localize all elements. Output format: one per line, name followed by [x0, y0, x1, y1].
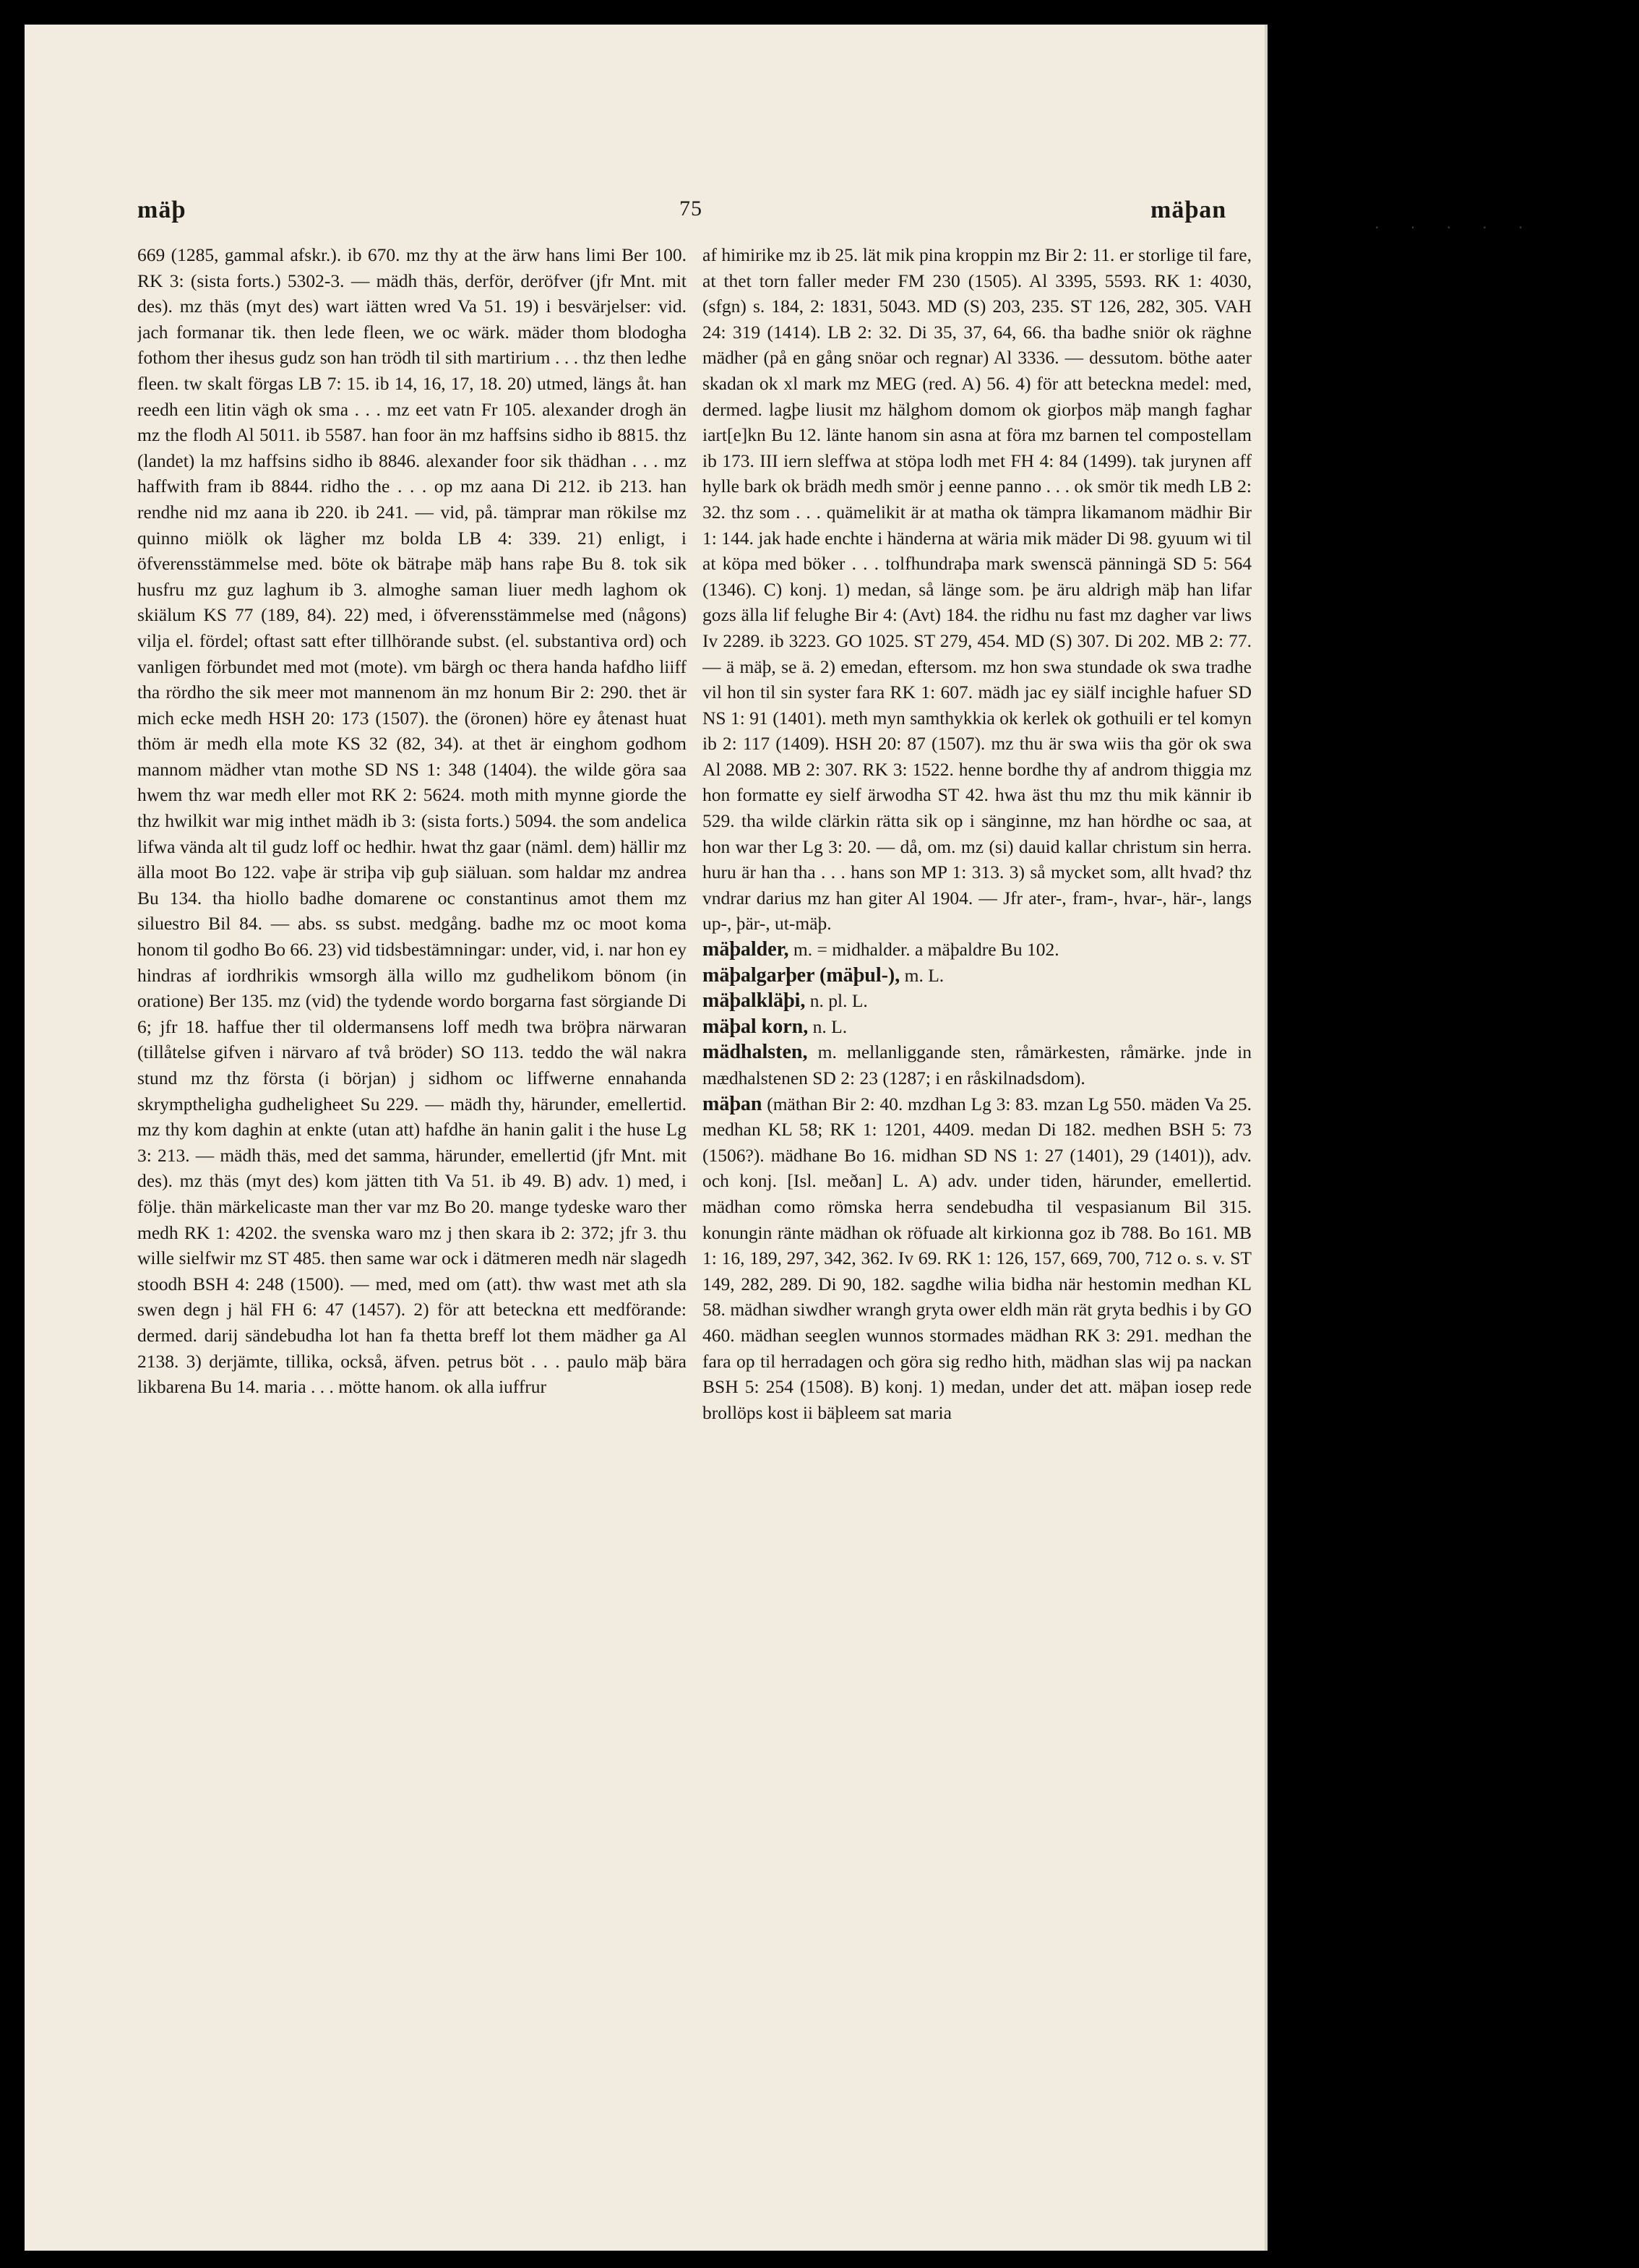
page-number: 75: [679, 197, 702, 220]
entry-text: (mäthan Bir 2: 40. mzdhan Lg 3: 83. mzan Lg 550. mäden Va 25. medhan KL 58; RK 1: 1201, 4409. medan Di 182. medhen BSH 5: 73 (1506?). mädhane Bo 16. midhan SD NS 1: 27 (1401), 29 (1401)), adv. och konj. [Isl. meðan] L. A) adv. under tiden, härunder, emellertid. mädhan como römska herra sendebudha til vespasianum Bil 315. konungin ränte mädhan ok röfuade alt kirkionna goz ib 788. Bo 161. MB 1: 16, 189, 297, 342, 362. Iv 69. RK 1: 126, 157, 669, 700, 712 o. s. v. ST 149, 282, 289. Di 90, 182. sagdhe wilia bidha när hestomin medhan KL 58. mädhan siwdher wrangh gryta ower eldh män rät gryta bedhis i by GO 460. mädhan seeglen wunnos stormades mädhan RK 3: 291. medhan the fara op til herradagen och göra sig redho hith, mädhan slas wij pa nackan BSH 5: 254 (1508). B) konj. 1) medan, under det att. mäþan iosep rede brollöps kost ii bäþleem sat maria: [702, 1093, 1252, 1423]
entry-text: m. mellanliggande sten, råmärkesten, råmärke. jnde in mædhalstenen SD 2: 23 (1287; i en råskilnadsdom).: [702, 1041, 1252, 1088]
entry-text: m. L.: [904, 964, 945, 986]
column-left-text: 669 (1285, gammal afskr.). ib 670. mz thy at the ärw hans limi Ber 100. RK 3: (sista forts.) 5302-3. — mädh thäs, derför, deröfver (jfr Mnt. mit des). mz thäs (myt des) wart iätten wred Va 51. 19) i besvärjelser: vid. jach formanar tik. then lede fleen, we oc wärk. mäder thom blodogha fothom ther ihesus gudz son han trödh til sith martirium . . . thz then ledhe fleen. tw skalt förgas LB 7: 15. ib 14, 16, 17, 18. 20) utmed, längs åt. han reedh een litin vägh ok sma . . . mz eet vatn Fr 105. alexander drogh än mz the flodh Al 5011. ib 5587. han foor än mz haffsins sidho ib 8815. thz (landet) la mz haffsins sidho ib 8846. alexander foor sik thädhan . . . mz haffwith fram ib 8844. ridho the . . . op mz aana Di 212. ib 213. han rendhe nid mz aana ib 220. ib 241. — vid, på. tämprar man rökilse mz quinno miölk ok lägher mz bolda LB 4: 339. 21) enligt, i öfverensstämmelse med. böte ok bätraþe mäþ hans raþe Bu 8. tok sik husfru mz guz laghum ib 3. almoghe saman liuer medh laghom ok skiälum KS 77 (189, 84). 22) med, i öfverensstämmelse med (någons) vilja el. fördel; oftast satt efter tillhörande subst. (el. substantiva ord) och vanligen förbundet med mot (mote). vm bärgh oc thera handa hafdho liiff tha rördho the sik meer mot mannenom än mz honum Bir 2: 290. thet är mich ecke medh HSH 20: 173 (1507). the (öronen) höre ey åtenast huat thöm är medh ella mote KS 32 (82, 34). at thet är einghom godhom mannom mädher vtan mothe SD NS 1: 348 (1404). the wilde göra saa hwem thz war medh eller mot RK 2: 5624. moth mith mynne giorde the thz hwilkit war mig inthet mädh ib 3: (sista forts.) 5094. the som andelica lifwa vända alt til gudz loff oc hedhir. hwat thz gaar (näml. dem) hällir mz älla moot Bo 122. vaþe är striþa viþ guþ siäluan. som haldar mz andrea Bu 134. tha hiollo badhe domarene oc constantinus amot them mz siluestro Bil 84. — abs. ss subst. medgång. badhe mz oc moot koma honom til godho Bo 66. 23) vid tidsbestämningar: under, vid, i. nar hon ey hindras af iordhrikis wmsorgh älla willo mz gudhelikom bönom (in oratione) Ber 135. mz (vid) the tydende wordo borgarna fast sörgiande Di 6; jfr 18. haffue ther til oldermansens loff medh twa bröþra närwaran (tillåtelse gifven i närvaro af två bröder) SO 113. teddo the wäl nakra stund mz thz första (i början) j sidhom oc liffwerne ennahanda skrymptheligha gudheligheet Su 229. — mädh thy, härunder, emellertid. mz thy kom daghin at enkte (utan att) hafdhe än hanin galit i the huse Lg 3: 213. — mädh thäs, med det samma, härunder, emellertid (jfr Mnt. mit des). mz thäs (myt des) kom jätten tith Va 51. ib 49. B) adv. 1) med, i följe. thän märkelicaste man ther var mz Bo 20. mange tydeske waro ther medh RK 1: 4202. the svenska waro mz j then skara ib 2: 372; jfr 3. thu wille sielfwir mz ST 485. then same war ock i dätmeren medh när slagedh stoodh BSH 4: 248 (1500). — med, med om (att). thw wast met ath sla swen degn j häl FH 6: 47 (1457). 2) för att beteckna ett medförande: dermed. darij sändebudha lot han fa thetta breff lot them mädher ga Al 2138. 3) derjämte, tillika, också, äfven. petrus böt . . . paulo mäþ bära likbarena Bu 14. maria . . . mötte hanom. ok alla iuffrur: [137, 244, 687, 1398]
headword: mäþalgarþer (mäþul-),: [702, 963, 900, 987]
entry: [702, 1091, 1252, 1426]
entry-text: n. L.: [812, 1015, 848, 1037]
entry-text: n. pl. L.: [809, 990, 868, 1012]
headword: mäþal korn,: [702, 1015, 809, 1038]
headword: mäþan: [702, 1092, 762, 1115]
entry-text: m. = midhalder. a mäþaldre Bu 102.: [793, 939, 1059, 961]
entry: [702, 1014, 1252, 1040]
entry: [702, 963, 1252, 989]
entry: [702, 937, 1252, 963]
headword: mäþalkläþi,: [702, 989, 806, 1013]
column-left: [137, 242, 687, 1977]
running-head-right: mäþan: [1150, 197, 1227, 223]
entry: [702, 1039, 1252, 1091]
column-right-text: af himirike mz ib 25. lät mik pina kroppin mz Bir 2: 11. er storlige til fare, at thet torn faller meder FM 230 (1505). Al 3395, 5593. RK 1: 4030, (sfgn) s. 184, 2: 1831, 5043. MD (S) 203, 235. ST 126, 282, 305. VAH 24: 319 (1414). LB 2: 32. Di 35, 37, 64, 66. tha badhe sniör ok räghne mädher (på en gång snöar och regnar) Al 3336. — dessutom. böthe aater skadan ok xl mark mz MEG (red. A) 56. 4) för att beteckna medel: med, dermed. lagþe liusit mz hälghom domom ok giorþos mäþ mangh faghar iart[e]kn Bu 12. länte hanom sin asna at föra mz barnen tel compostellam ib 173. III iern sleffwa at stöpa lodh met FH 4: 84 (1499). tak jurynen aff hylle bark ok brädh medh smör j eenne panno . . . ok smör tik medh LB 2: 32. thz som . . . quämelikit är at matha ok tämpra likamanom mädhir Bir 1: 144. jak hade enchte i händerna at wäria mik mäder Di 98. gyuum wi til at köpa med böker . . . tolfhundraþa mark swenscä pänningä SD 5: 564 (1346). C) konj. 1) medan, så länge som. þe äru aldrigh mäþ han lifar gozs älla lif felughe Bir 4: (Avt) 184. the ridhu nu fast mz dagher var liws Iv 2289. ib 3223. GO 1025. ST 279, 454. MD (S) 307. Di 202. MB 2: 77. — ä mäþ, se ä. 2) emedan, eftersom. mz hon swa stundade ok swa tradhe vil hon til sin syster fara RK 1: 607. mädh jac ey siälf incighle hafuer SD NS 1: 91 (1401). meth myn samthykkia ok kerlek ok gothuili er tel komyn ib 2: 117 (1409). HSH 20: 87 (1507). mz thu är swa wiis tha gör ok swa Al 2088. MB 2: 307. RK 3: 1522. henne bordhe thy af androm thiggia mz hon formatte ey sielf ärwodha ST 42. hwa äst thu mz thu mik kännir ib 529. tha wilde clärkin rätta sik op i sänginne, mz han hördhe oc saa, at hon war ther Lg 3: 20. — då, om. mz (si) dauid kallar christum sin herra. huru är han tha . . . hans son MP 1: 313. 3) så mycket som, allt hvad? thz vndrar darius mz han giter Al 1904. — Jfr ater-, fram-, hvar-, här-, langs up-, þär-, ut-mäþ.: [702, 244, 1252, 935]
column-right: [702, 242, 1252, 1977]
running-head-left: mäþ: [137, 197, 186, 223]
margin-dots: . . . . .: [1373, 217, 1535, 232]
entry: [702, 988, 1252, 1014]
headword: mäþalder,: [702, 938, 789, 961]
headword: mädhalsten,: [702, 1041, 808, 1064]
